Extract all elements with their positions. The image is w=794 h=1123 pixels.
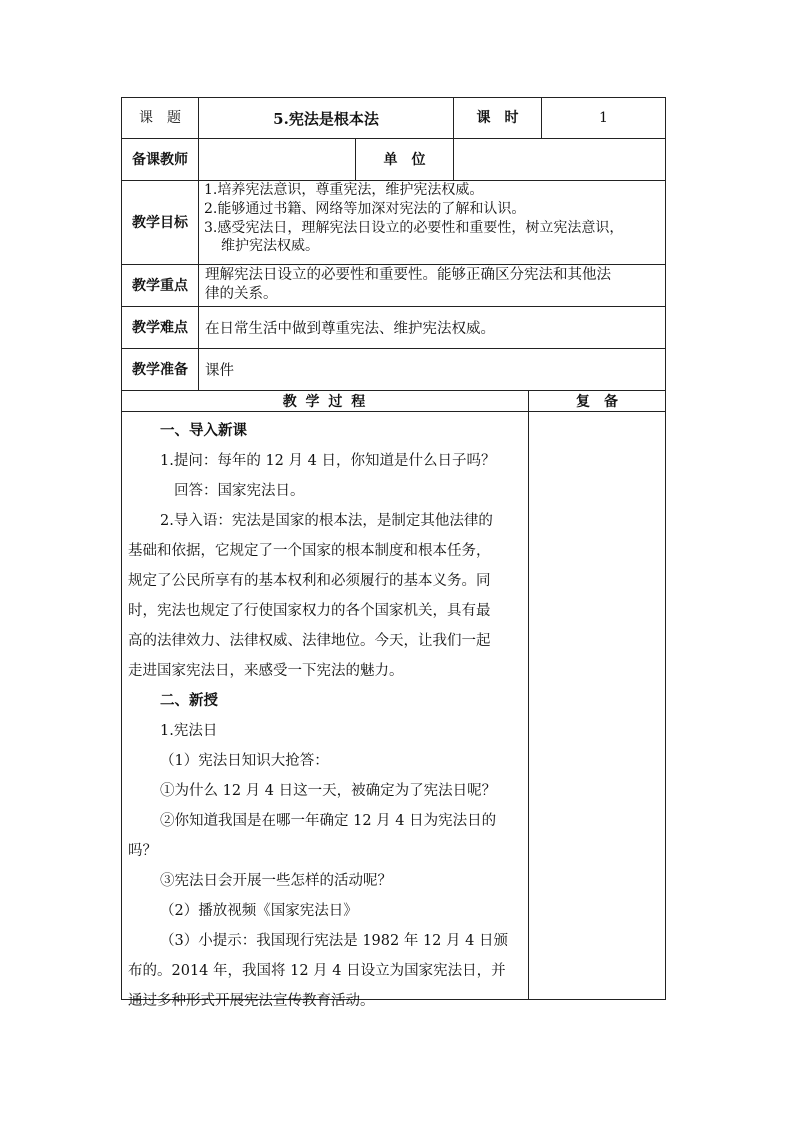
process-line: （1）宪法日知识大抢答： [160, 753, 329, 769]
objective-item: 维护宪法权威。 [221, 238, 319, 254]
objective-item: 3.感受宪法日，理解宪法日设立的必要性和重要性，树立宪法意识， [204, 220, 624, 236]
notes-header: 复 备 [576, 394, 618, 410]
section-heading: 二、新授 [160, 692, 218, 709]
teacher-value[interactable] [199, 139, 355, 180]
process-line: 吗？ [128, 843, 157, 859]
process-header: 教 学 过 程 [282, 394, 368, 410]
key-points-line: 理解宪法日设立的必要性和重要性。能够正确区分宪法和其他法 [205, 267, 611, 283]
process-line: 高的法律效力、法律权威、法律地位。今天，让我们一起 [128, 633, 491, 649]
objective-item: 2.能够通过书籍、网络等加深对宪法的了解和认识。 [204, 201, 526, 217]
process-line: 规定了公民所享有的基本权利和必须履行的基本义务。同 [128, 573, 491, 589]
process-line: 布的。2014 年，我国将 12 月 4 日设立为国家宪法日，并 [128, 963, 506, 979]
preparation-text: 课件 [205, 363, 234, 379]
process-line: 时，宪法也规定了行使国家权力的各个国家机关，具有最 [128, 603, 491, 619]
process-line: 走进国家宪法日，来感受一下宪法的魅力。 [128, 663, 404, 679]
unit-value[interactable] [454, 139, 665, 180]
topic-value: 5.宪法是根本法 [273, 109, 379, 128]
key-points-text [205, 266, 663, 306]
notes-column[interactable] [529, 412, 665, 999]
process-line: 1.提问：每年的 12 月 4 日，你知道是什么日子吗？ [160, 453, 496, 469]
process-body [128, 416, 526, 1009]
difficulties-text: 在日常生活中做到尊重宪法、维护宪法权威。 [205, 321, 495, 337]
teacher-label: 备课教师 [132, 151, 188, 168]
process-line: ②你知道我国是在哪一年确定 12 月 4 日为宪法日的 [160, 813, 497, 829]
key-points-label: 教学重点 [132, 277, 188, 294]
unit-label: 单 位 [383, 151, 426, 168]
objectives-list [204, 182, 664, 264]
key-points-line: 律的关系。 [205, 286, 278, 302]
process-line: 2.导入语：宪法是国家的根本法，是制定其他法律的 [160, 513, 493, 529]
section-heading: 一、导入新课 [160, 422, 247, 439]
process-line: 1.宪法日 [160, 723, 218, 739]
period-label: 课 时 [476, 110, 519, 126]
objectives-label: 教学目标 [132, 214, 188, 231]
process-line: （3）小提示：我国现行宪法是 1982 年 12 月 4 日颁 [160, 933, 508, 949]
preparation-label: 教学准备 [132, 361, 188, 378]
difficulties-label: 教学难点 [132, 319, 188, 336]
process-line: ③宪法日会开展一些怎样的活动呢？ [160, 873, 392, 889]
process-line: 通过多种形式开展宪法宣传教育活动。 [128, 993, 375, 1009]
process-line: 回答：国家宪法日。 [174, 483, 305, 499]
topic-label: 课 题 [139, 110, 181, 126]
period-value: 1 [599, 110, 608, 126]
objective-item: 1.培养宪法意识，尊重宪法，维护宪法权威。 [204, 182, 484, 198]
process-line: （2）播放视频《国家宪法日》 [160, 903, 358, 919]
process-line: 基础和依据，它规定了一个国家的根本制度和根本任务， [128, 543, 491, 559]
process-line: ①为什么 12 月 4 日这一天，被确定为了宪法日呢？ [160, 783, 497, 799]
